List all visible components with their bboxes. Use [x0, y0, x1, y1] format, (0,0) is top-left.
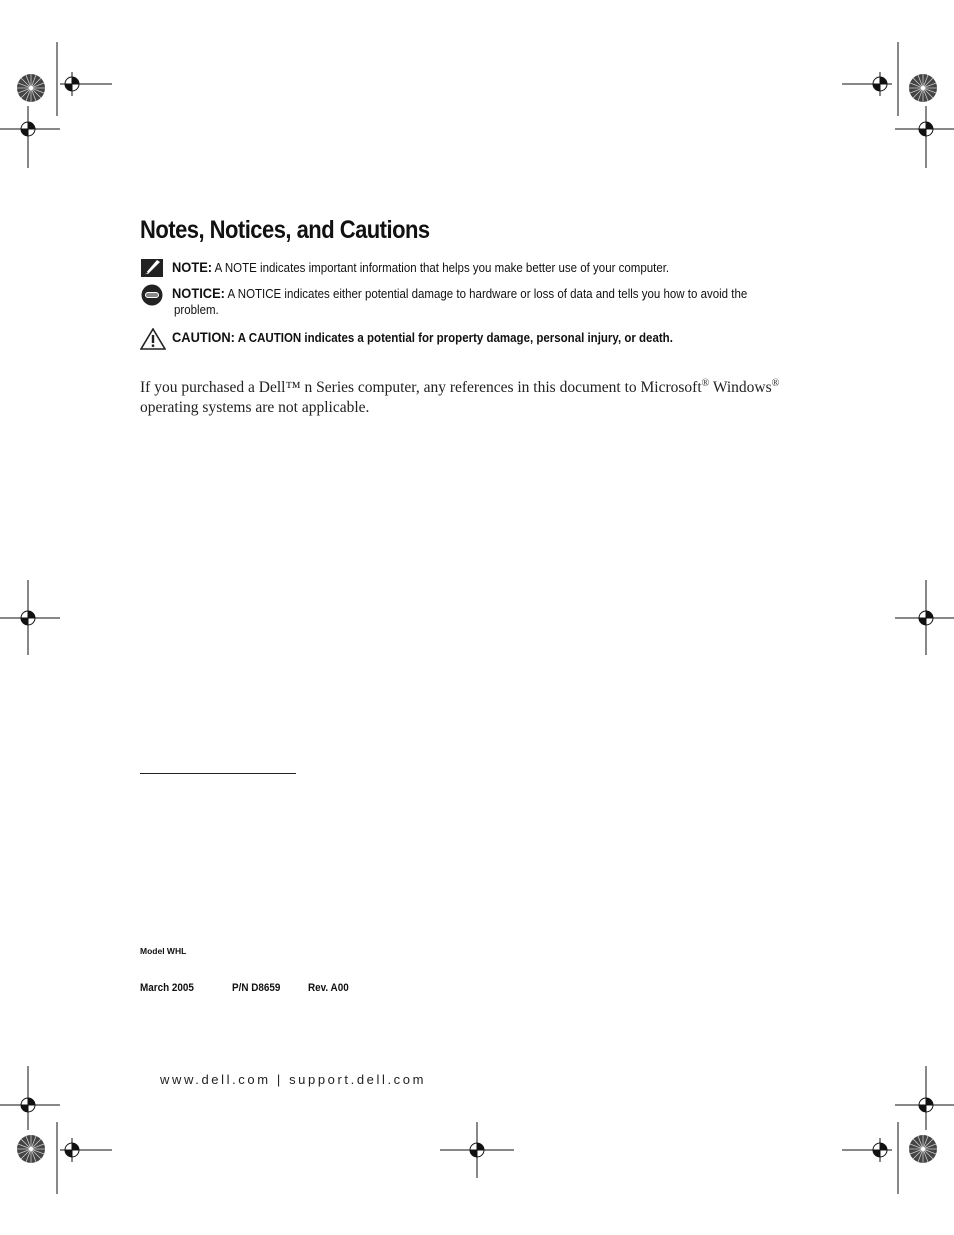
caution-triangle-icon	[140, 328, 166, 353]
footer-urls: www.dell.com | support.dell.com	[160, 1072, 427, 1087]
revision: Rev. A00	[308, 982, 349, 994]
caution-text: A CAUTION indicates a potential for property damage, personal injury, or death.	[237, 331, 673, 345]
model-number: Model WHL	[140, 946, 187, 956]
divider-rule	[140, 773, 296, 774]
registration-mark-icon: ®	[701, 378, 710, 389]
part-number: P/N D8659	[232, 982, 281, 994]
notice-hand-icon	[140, 284, 164, 309]
registration-mark-icon: ®	[771, 378, 780, 389]
note-text: A NOTE indicates important information that helps you make better use of your computer.	[214, 261, 670, 275]
caution-label: CAUTION:	[172, 329, 235, 345]
notice-label: NOTICE:	[172, 285, 225, 301]
notice-text: A NOTICE indicates either potential damage to hardware or loss of data and tells you how to avoid the	[227, 287, 748, 301]
publication-date: March 2005	[140, 982, 194, 994]
note-label: NOTE:	[172, 259, 213, 275]
note-pencil-icon	[140, 258, 164, 281]
page-title: Notes, Notices, and Cautions	[140, 216, 430, 244]
n-series-paragraph: If you purchased a Dell™ n Series computer, any references in this document to Microsoft® Windows® operating systems are not applicable.	[140, 378, 780, 417]
